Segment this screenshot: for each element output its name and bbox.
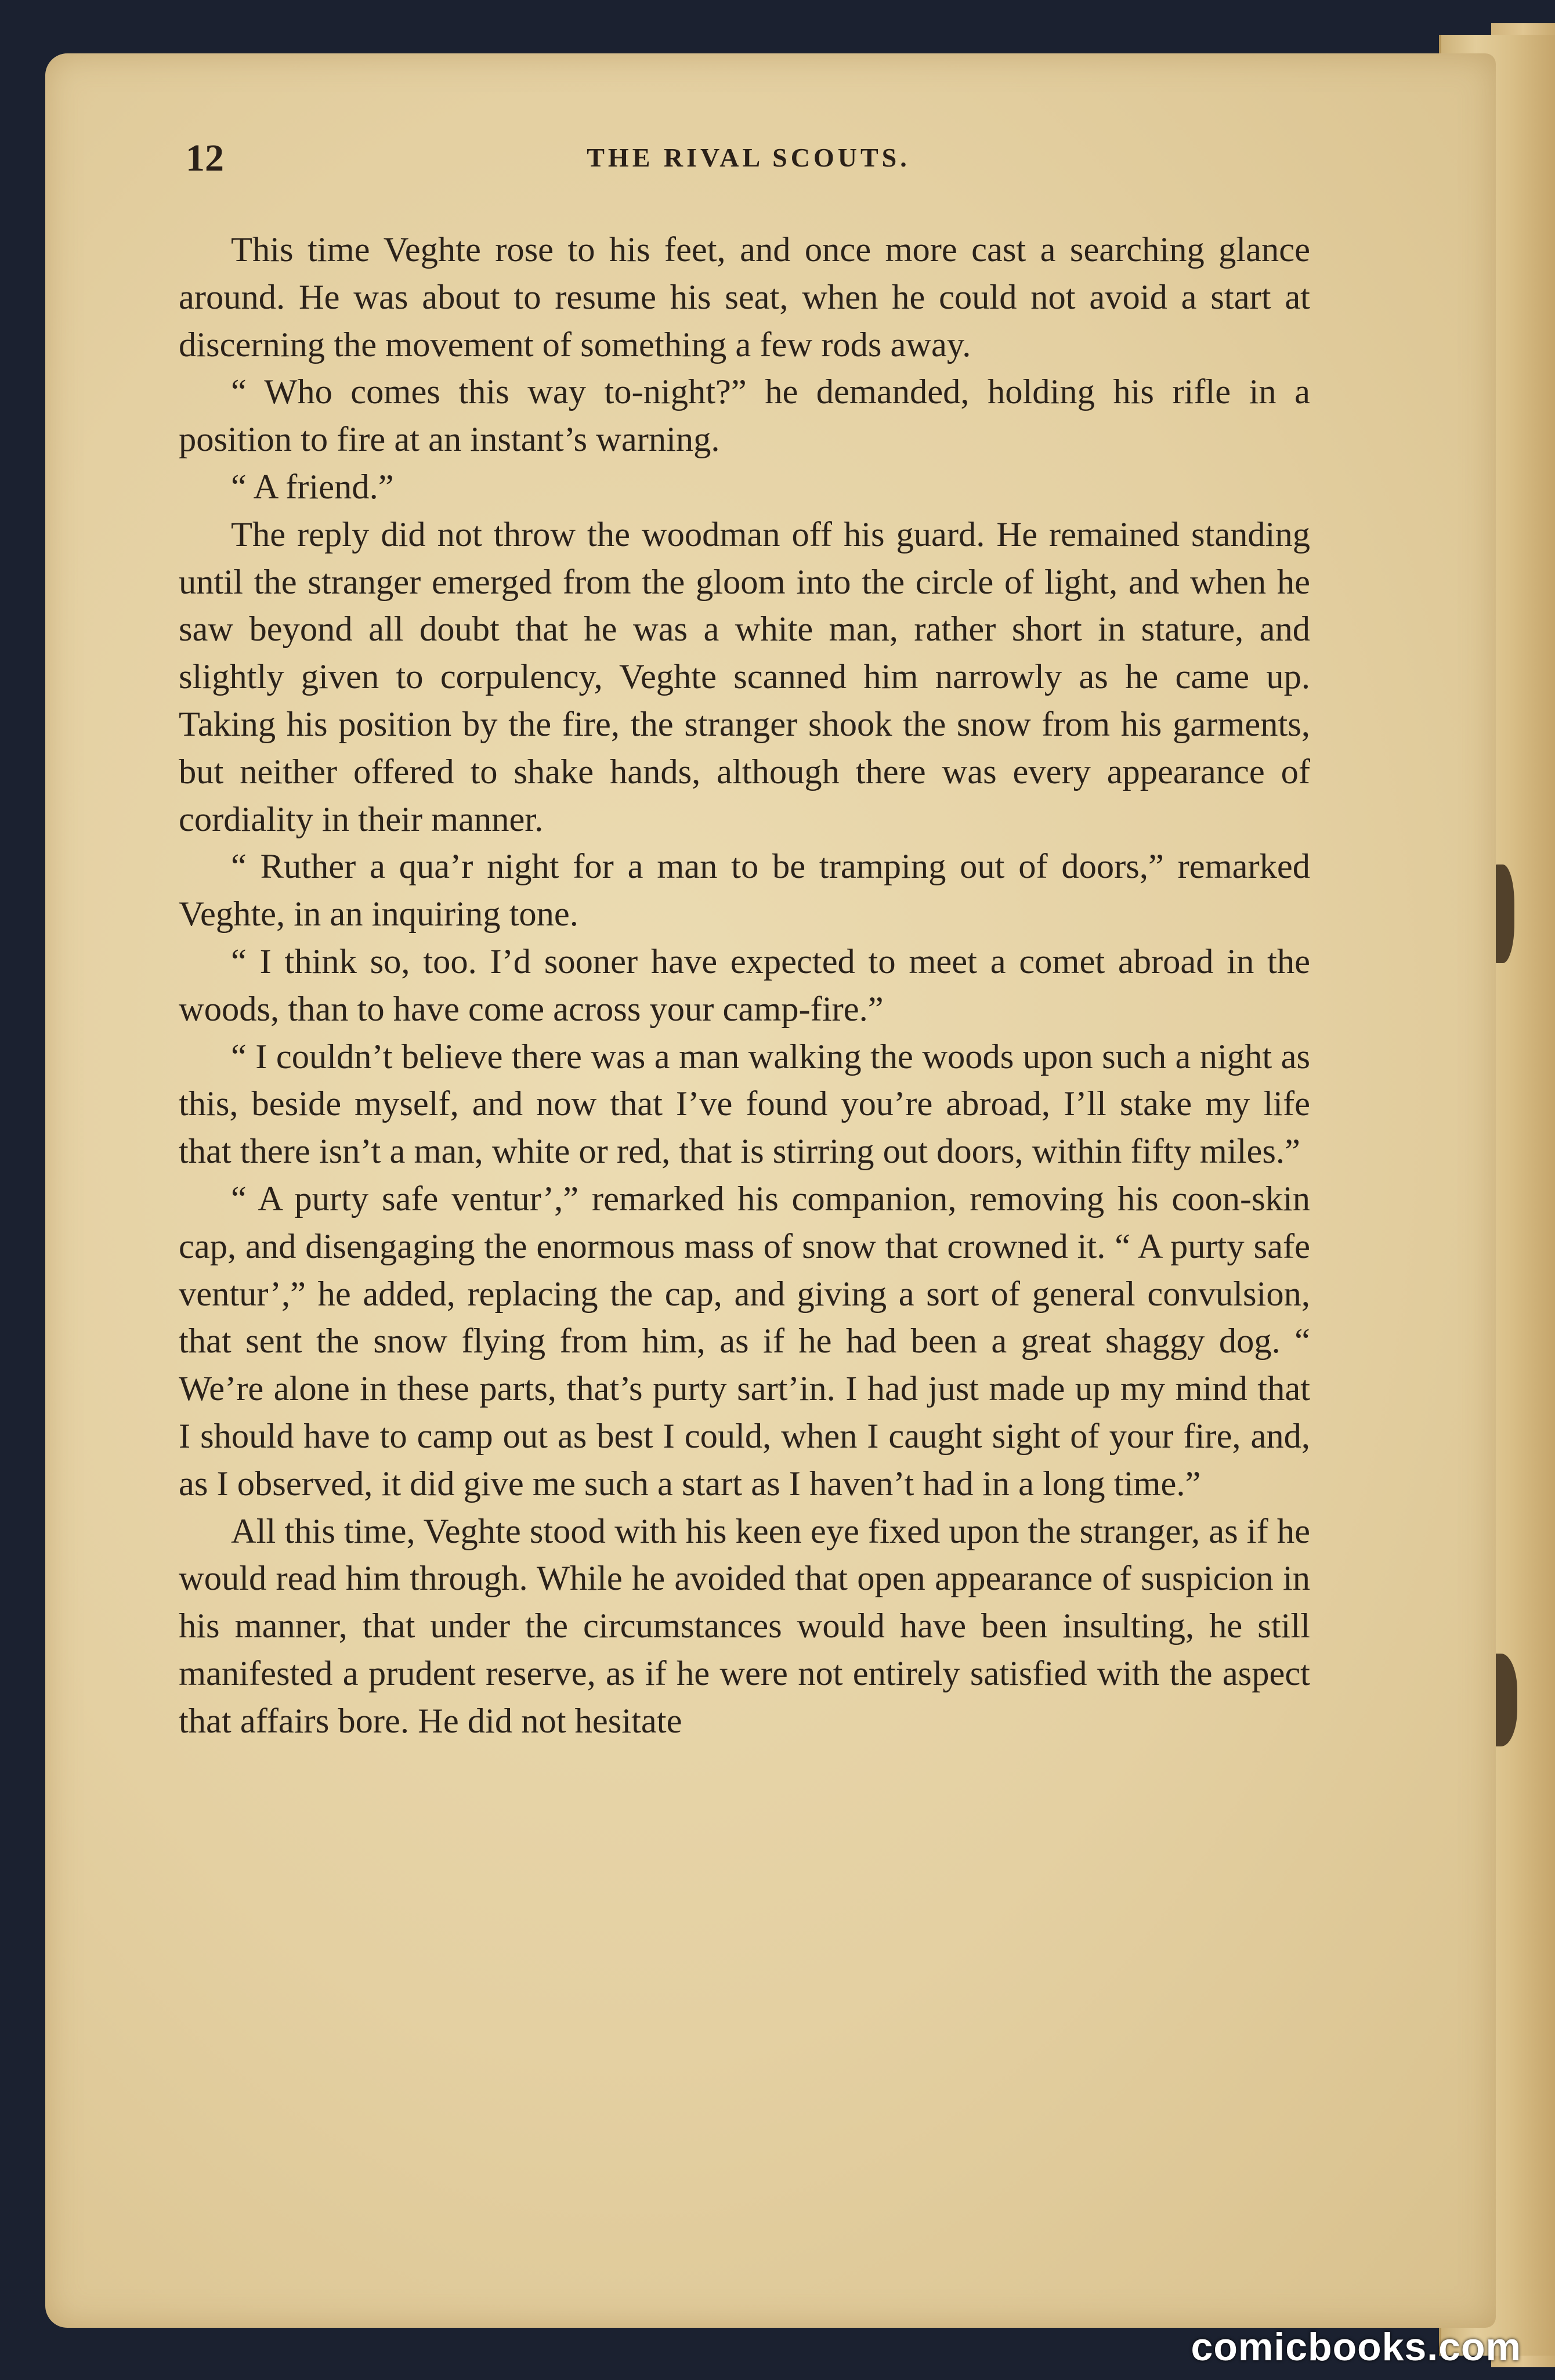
paragraph: The reply did not throw the woodman off his guard. He remained standing until the stranger emerged from the gloom into the circle of light, and when he saw beyond all doubt that he was a white man, rather short in stature, and slightly given to corpulency, Veghte scanned him narrowly as he came up. Taking his position by the fire, the stranger shook the snow from his garments, but neither offered to shake hands, although there was every appearance of cordiality in their manner. <box>179 515 1310 839</box>
paragraph: “ A purty safe ventur’,” remarked his companion, removing his coon-skin cap, and disengaging the enormous mass of snow that crowned it. “ A purty safe ventur’,” he added, replacing the cap, and giving a sort of general convulsion, that sent the snow flying from him, as if he had been a great shaggy dog. “ We’re alone in these parts, that’s purty sart’in. I had just made up my mind that I should have to camp out as best I could, when I caught sight of your fire, and, as I observed, it did give me such a start as I haven’t had in a long time.” <box>179 1179 1310 1503</box>
paragraph: “ Ruther a qua’r night for a man to be tramping out of doors,” remarked Veghte, in an inquiring tone. <box>179 847 1310 934</box>
page-number: 12 <box>186 137 224 179</box>
paragraph: “ I couldn’t believe there was a man walking the woods upon such a night as this, beside myself, and now that I’ve found you’re abroad, I’ll stake my life that there isn’t a man, white or red, that is stirring out doors, within fifty miles.” <box>179 1037 1310 1171</box>
page-body <box>179 226 1310 1745</box>
paragraph: All this time, Veghte stood with his keen eye fixed upon the stranger, as if he would read him through. While he avoided that open appearance of suspicion in his manner, that under the circumstances would have been insulting, he still manifested a prudent reserve, as if he were not entirely satisfied with the aspect that affairs bore. He did not hesitate <box>179 1511 1310 1741</box>
paragraph: “ I think so, too. I’d sooner have expected to meet a comet abroad in the woods, than to have come across your camp-fire.” <box>179 942 1310 1029</box>
paragraph: This time Veghte rose to his feet, and once more cast a searching glance around. He was about to resume his seat, when he could not avoid a start at discerning the movement of something a few rods away. <box>179 230 1310 364</box>
watermark: comicbooks.com <box>1191 2325 1521 2369</box>
paragraph: “ Who comes this way to-night?” he demanded, holding his rifle in a position to fire at an instant’s warning. <box>179 372 1310 460</box>
paragraph: “ A friend.” <box>231 467 394 507</box>
running-title: THE RIVAL SCOUTS. <box>587 143 910 172</box>
page-header <box>186 136 1311 189</box>
